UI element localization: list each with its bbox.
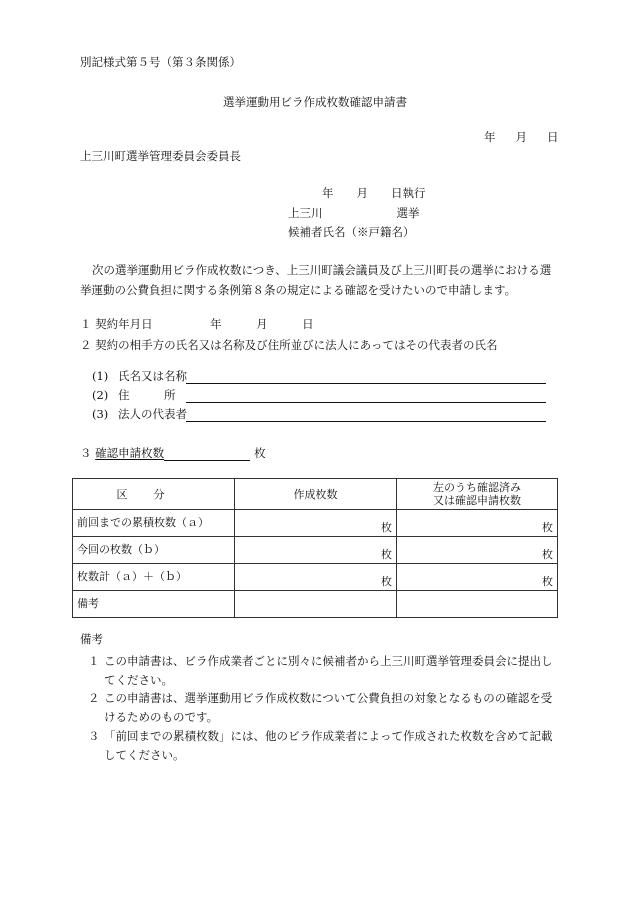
contractor-address-field[interactable] xyxy=(186,402,546,403)
item3-unit: 枚 xyxy=(254,446,266,460)
form-number: 別記様式第５号（第３条関係） xyxy=(80,55,241,69)
created-count-cell[interactable]: 枚 xyxy=(235,510,397,537)
row-label: 備考 xyxy=(73,591,235,618)
application-statement: 次の選挙運動用ビラ作成枚数につき、上三川町議会議員及び上三川町長の選挙における選挙運動の公費負担に関する条例第８条の規定による確認を受けたいので申請します。 xyxy=(80,263,552,297)
confirmed-count-cell[interactable]: 枚 xyxy=(397,564,558,591)
count-table xyxy=(72,478,558,618)
table-row xyxy=(73,510,558,537)
requested-count-item xyxy=(80,447,266,461)
table-header-row xyxy=(73,479,558,510)
contractor-address-row xyxy=(92,389,176,407)
note-text: この申請書は、選挙運動用ビラ作成枚数について公費負担の対象となるものの確認を受けるためのものです。 xyxy=(104,691,553,724)
table-row xyxy=(73,564,558,591)
contractor-item: ２ 契約の相手方の氏名又は名称及び住所並びに法人にあってはその代表者の氏名 xyxy=(80,338,498,352)
item3-label: 確認申請枚数 xyxy=(95,446,165,460)
application-date xyxy=(484,131,559,145)
document-title: 選挙運動用ビラ作成枚数確認申請書 xyxy=(223,95,407,109)
sub-item-number: (3) xyxy=(92,407,109,421)
remarks-cell[interactable] xyxy=(235,591,397,618)
header-confirmed-count: 左のうち確認済み 又は確認申請枚数 xyxy=(397,479,558,510)
note-number: ３ xyxy=(88,729,100,743)
note-item xyxy=(88,689,560,727)
election-suffix: 選挙 xyxy=(396,206,420,220)
created-count-cell[interactable]: 枚 xyxy=(235,537,397,564)
sub-item-number: (2) xyxy=(92,388,109,402)
addressee: 上三川町選挙管理委員会委員長 xyxy=(80,149,241,163)
election-prefix: 上三川 xyxy=(288,206,323,220)
date-month-label: 月 xyxy=(515,130,527,144)
confirmed-count-cell[interactable]: 枚 xyxy=(397,510,558,537)
note-item xyxy=(88,652,560,690)
contractor-representative-row xyxy=(92,408,187,426)
remarks-cell[interactable] xyxy=(397,591,558,618)
header-category: 区分 xyxy=(73,479,235,510)
sub-item-number: (1) xyxy=(92,369,109,383)
table-row xyxy=(73,537,558,564)
created-count-cell[interactable]: 枚 xyxy=(235,564,397,591)
election-date: 年 月 日執行 xyxy=(322,186,426,200)
row-label: 今回の枚数（ｂ） xyxy=(73,537,235,564)
notes-heading: 備考 xyxy=(80,632,103,646)
contract-date-item: １ 契約年月日 年 月 日 xyxy=(80,317,314,331)
table-row xyxy=(73,591,558,618)
note-item xyxy=(88,727,560,765)
election-name xyxy=(288,207,420,221)
note-text: この申請書は、ビラ作成業者ごとに別々に候補者から上三川町選挙管理委員会に提出してください。 xyxy=(104,654,553,687)
confirmed-count-cell[interactable]: 枚 xyxy=(397,537,558,564)
header-created-count: 作成枚数 xyxy=(235,479,397,510)
date-year-label: 年 xyxy=(484,130,496,144)
requested-count-field[interactable] xyxy=(164,448,250,461)
row-label: 前回までの累積枚数（ａ） xyxy=(73,510,235,537)
note-number: １ xyxy=(88,654,100,668)
note-number: ２ xyxy=(88,691,100,705)
contractor-representative-field[interactable] xyxy=(186,421,546,422)
date-day-label: 日 xyxy=(547,130,559,144)
row-label: 枚数計（ａ）＋（ｂ） xyxy=(73,564,235,591)
item3-number: ３ xyxy=(80,446,92,460)
candidate-name-label: 候補者氏名（※戸籍名） xyxy=(288,225,415,239)
note-text: 「前回までの累積枚数」には、他のビラ作成業者によって作成された枚数を含めて記載してください。 xyxy=(104,729,553,762)
sub-item-label: 法人の代表者 xyxy=(118,407,187,421)
contractor-name-field[interactable] xyxy=(186,383,546,384)
sub-item-label: 氏名又は名称 xyxy=(118,369,187,383)
sub-item-label: 住 所 xyxy=(118,388,176,402)
contractor-name-row xyxy=(92,370,187,388)
